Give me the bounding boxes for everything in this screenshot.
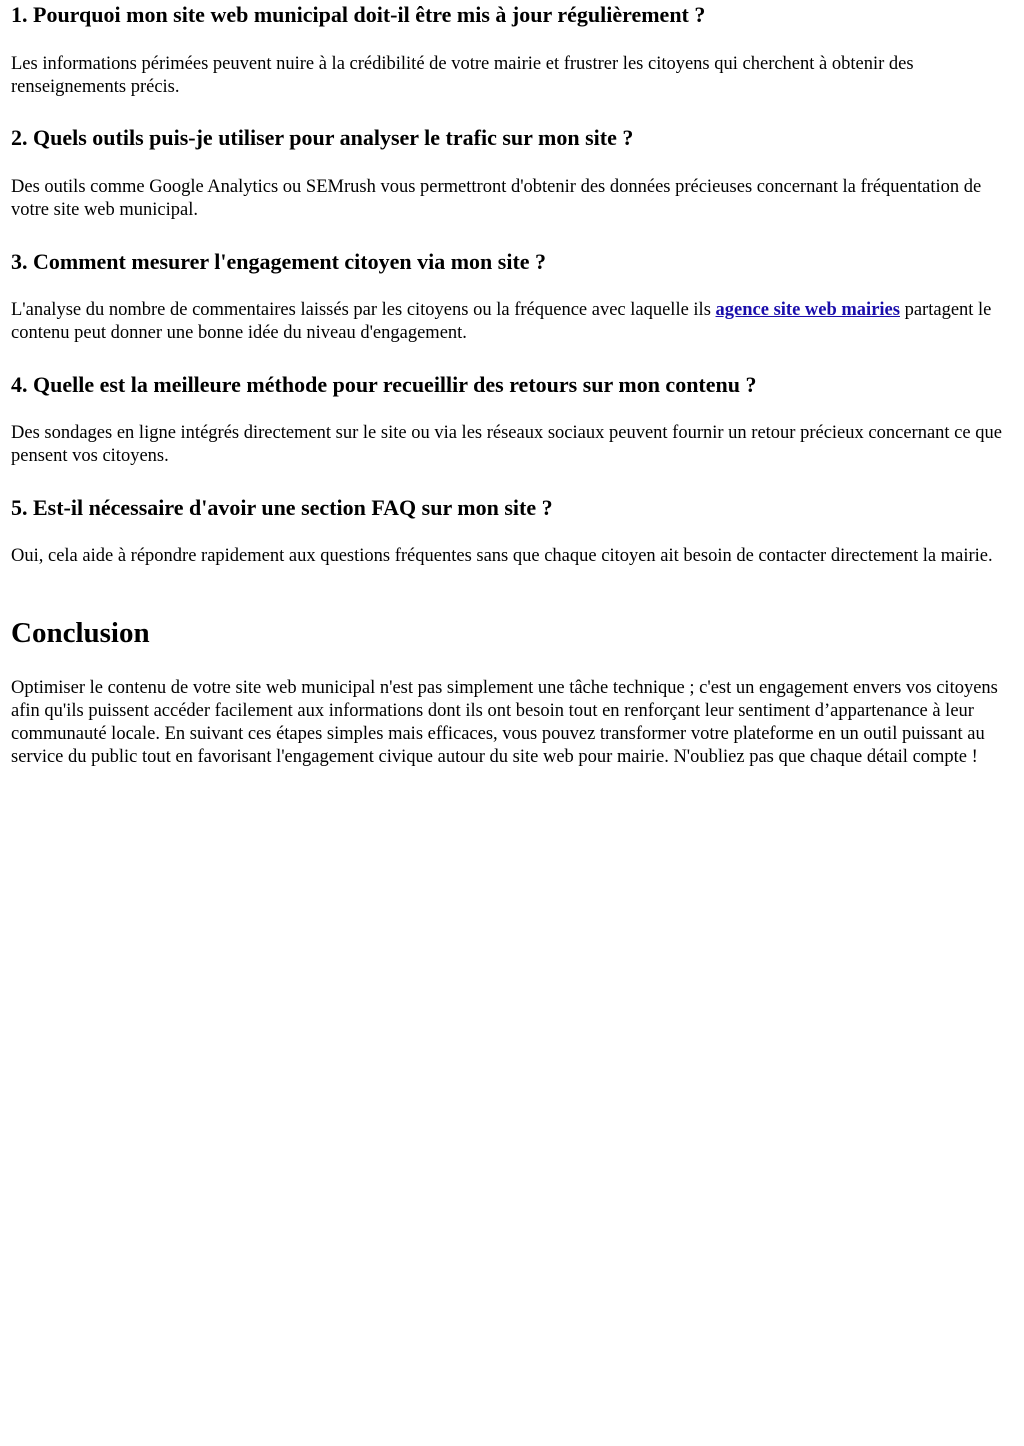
faq-question-2: 2. Quels outils puis-je utiliser pour analyser le trafic sur mon site ?	[11, 125, 634, 150]
conclusion-text: Optimiser le contenu de votre site web municipal n'est pas simplement une tâche technique ; c'est un engagement envers vos citoyens afin qu'ils puissent accéder facilement aux informations dont ils ont besoin tout en renforçant leur sentiment d’appartenance à leur communauté locale. En suivant ces étapes simples mais efficaces, vous pouvez transformer votre plateforme en un outil puissant au service du public tout en favorisant l'engagement civique autour du site web pour mairie. N'oubliez pas que chaque détail compte !	[11, 678, 998, 767]
faq-answer-1: Les informations périmées peuvent nuire à la crédibilité de votre mairie et frustrer les citoyens qui cherchent à obtenir des renseignements précis.	[11, 54, 914, 97]
faq-answer-3-text-before: L'analyse du nombre de commentaires laissés par les citoyens ou la fréquence avec laquelle ils	[11, 300, 716, 320]
faq-answer-3	[11, 299, 1013, 345]
faq-answer-4: Des sondages en ligne intégrés directement sur le site ou via les réseaux sociaux peuvent fournir un retour précieux concernant ce que pensent vos citoyens.	[11, 423, 1002, 466]
faq-answer-3-text-after: partagent le contenu peut donner une bonne idée du niveau d'engagement.	[11, 300, 992, 343]
faq-answer-5: Oui, cela aide à répondre rapidement aux questions fréquentes sans que chaque citoyen ait besoin de contacter directement la mairie.	[11, 546, 993, 566]
agence-site-web-mairies-link[interactable]: agence site web mairies	[715, 300, 900, 320]
faq-question-3: 3. Comment mesurer l'engagement citoyen via mon site ?	[11, 249, 547, 274]
conclusion-heading: Conclusion	[11, 617, 150, 649]
faq-question-4: 4. Quelle est la meilleure méthode pour recueillir des retours sur mon contenu ?	[11, 372, 757, 397]
faq-question-5: 5. Est-il nécessaire d'avoir une section FAQ sur mon site ?	[11, 495, 553, 520]
faq-question-1: 1. Pourquoi mon site web municipal doit-il être mis à jour régulièrement ?	[11, 2, 706, 27]
faq-answer-2: Des outils comme Google Analytics ou SEMrush vous permettront d'obtenir des données précieuses concernant la fréquentation de votre site web municipal.	[11, 177, 982, 220]
